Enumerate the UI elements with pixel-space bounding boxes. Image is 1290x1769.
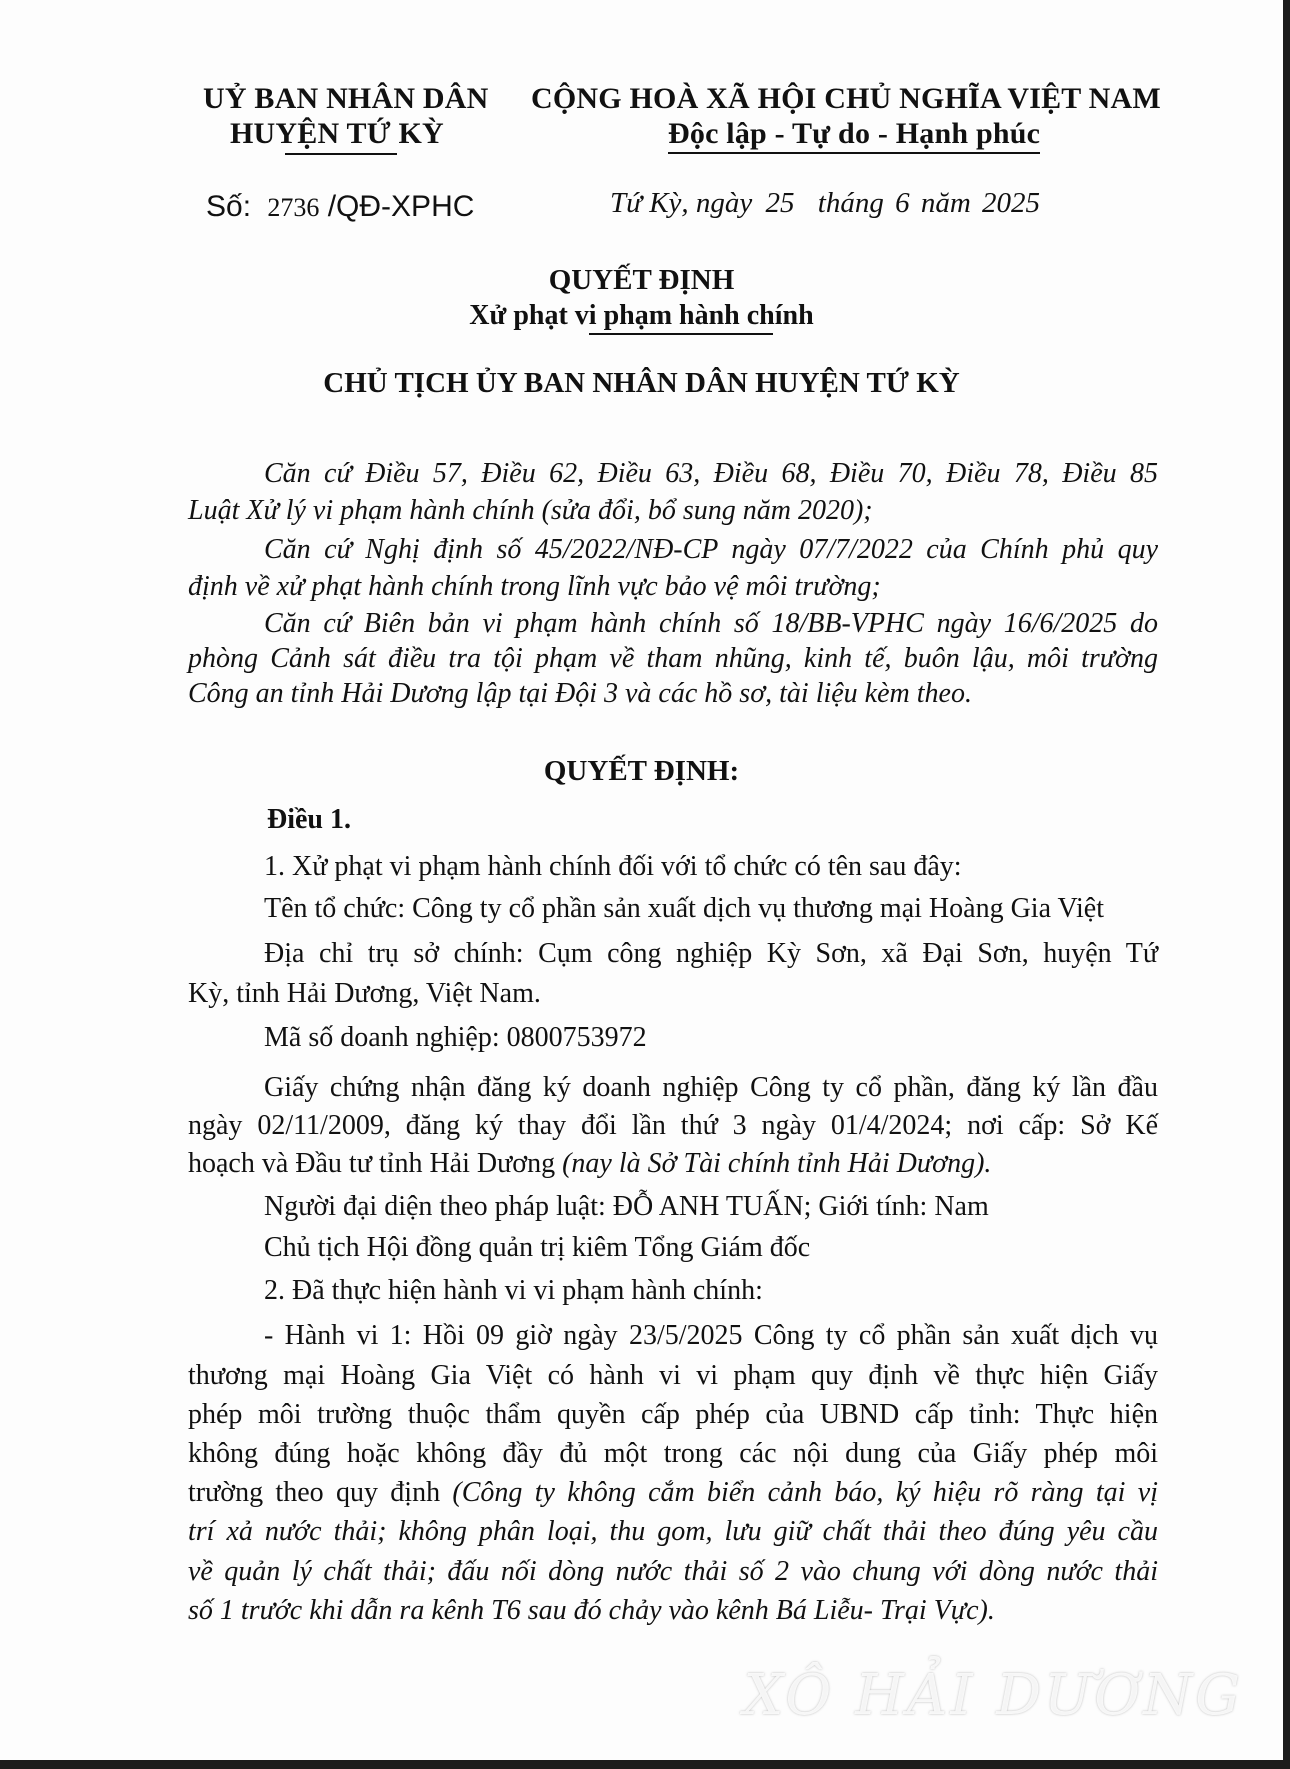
legal-representative: Người đại diện theo pháp luật: ĐỖ ANH TUẤN; Giới tính: Nam [264,1191,989,1222]
cert-line3-note: (nay là Sở Tài chính tỉnh Hải Dương). [562,1148,992,1179]
number-prefix: Số: [206,190,252,223]
decision-subtitle: Xử phạt vi phạm hành chính [469,300,814,331]
basis-1-line2: Luật Xử lý vi phạm hành chính (sửa đổi, bổ sung năm 2020); [188,495,873,526]
date-place: Tứ Kỳ, ngày [610,187,753,219]
org-name: Tên tổ chức: Công ty cổ phần sản xuất dịch vụ thương mại Hoàng Gia Việt [264,893,1105,924]
date-day: 25 [765,187,795,219]
date-month-label: tháng [817,187,884,219]
tax-code: Mã số doanh nghiệp: 0800753972 [264,1022,647,1053]
act-line6: trí xả nước thải; không phân loại, thu gom, lưu giữ chất thải theo đúng yêu cầu [188,1516,1158,1547]
agency-district: HUYỆN TỨ KỲ [230,117,444,150]
act-line5 [188,1474,1158,1511]
basis-2-line1: Căn cứ Nghị định số 45/2022/NĐ-CP ngày 07/7/2022 của Chính phủ quy [264,534,1158,565]
basis-3-line3: Công an tỉnh Hải Dương lập tại Đội 3 và các hồ sơ, tài liệu kèm theo. [188,678,972,709]
subtitle-underline [589,333,773,335]
motto-underline [668,152,1040,154]
article-1-item-2: 2. Đã thực hiện hành vi vi phạm hành chính: [264,1275,763,1306]
article-1-item-1: 1. Xử phạt vi phạm hành chính đối với tổ chức có tên sau đây: [264,851,962,882]
act-line7: về quản lý chất thải; đấu nối dòng nước thải số 2 vào chung với dòng nước thải [188,1556,1158,1587]
act-line4: không đúng hoặc không đầy đủ một trong các nội dung của Giấy phép môi [188,1438,1158,1469]
date-month: 6 [895,187,910,219]
act-line2: thương mại Hoàng Gia Việt có hành vi vi phạm quy định về thực hiện Giấy [188,1360,1158,1391]
act-line5-note: (Công ty không cắm biển cảnh báo, ký hiệu rõ ràng tại vị [452,1477,1158,1508]
representative-position: Chủ tịch Hội đồng quản trị kiêm Tổng Giám đốc [264,1232,811,1263]
cert-line3 [188,1145,991,1182]
number-suffix: /QĐ-XPHC [327,190,475,223]
agency-underline [285,153,397,155]
article-1-heading: Điều 1. [267,804,351,835]
act-line3: phép môi trường thuộc thẩm quyền cấp phép của UBND cấp tỉnh: Thực hiện [188,1399,1158,1430]
date-year: 2025 [982,187,1041,219]
act-line8: số 1 trước khi dẫn ra kênh T6 sau đó chảy vào kênh Bá Liễu- Trại Vực). [188,1595,995,1626]
decision-title: QUYẾT ĐỊNH [548,264,735,296]
agency-name: UỶ BAN NHÂN DÂN [203,82,489,115]
watermark-logo: XÔ HẢI DƯƠNG [743,1663,1243,1728]
decision-heading: QUYẾT ĐỊNH: [543,755,740,787]
act-line5-text: trường theo quy định [188,1477,453,1508]
basis-1-line1: Căn cứ Điều 57, Điều 62, Điều 63, Điều 68, Điều 70, Điều 78, Điều 85 [264,458,1158,489]
basis-3-line1: Căn cứ Biên bản vi phạm hành chính số 18/BB-VPHC ngày 16/6/2025 do [264,608,1158,639]
cert-line2: ngày 02/11/2009, đăng ký thay đổi lần thứ 3 ngày 01/4/2024; nơi cấp: Sở Kế [188,1110,1158,1141]
org-address-line1: Địa chỉ trụ sở chính: Cụm công nghiệp Kỳ Sơn, xã Đại Sơn, huyện Tứ [264,938,1158,969]
basis-2-line2: định về xử phạt hành chính trong lĩnh vực bảo vệ môi trường; [188,571,881,602]
national-motto: Độc lập - Tự do - Hạnh phúc [668,117,1041,150]
document-number [206,190,474,224]
national-title: CỘNG HOÀ XÃ HỘI CHỦ NGHĨA VIỆT NAM [531,82,1161,115]
cert-line1: Giấy chứng nhận đăng ký doanh nghiệp Công ty cổ phần, đăng ký lần đầu [264,1072,1158,1103]
authority-title: CHỦ TỊCH ỦY BAN NHÂN DÂN HUYỆN TỨ KỲ [323,367,960,399]
number-value: 2736 [267,193,320,222]
cert-line3-text: hoạch và Đầu tư tỉnh Hải Dương [188,1148,563,1179]
org-address-line2: Kỳ, tỉnh Hải Dương, Việt Nam. [188,978,541,1009]
document-date [610,187,1040,220]
act-line1: - Hành vi 1: Hồi 09 giờ ngày 23/5/2025 Công ty cổ phần sản xuất dịch vụ [264,1320,1158,1351]
date-year-label: năm [920,187,971,219]
basis-3-line2: phòng Cảnh sát điều tra tội phạm về tham nhũng, kinh tế, buôn lậu, môi trường [188,643,1158,674]
